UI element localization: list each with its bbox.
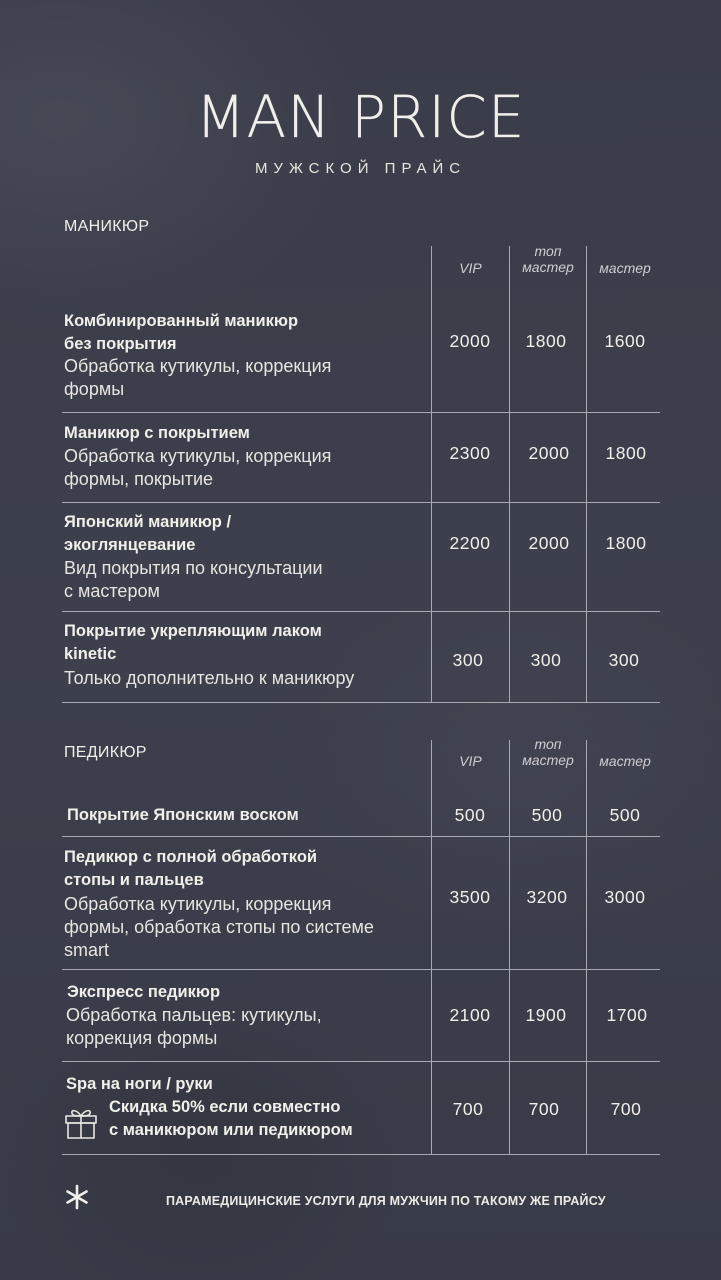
price-vip: 500 xyxy=(454,805,486,825)
service-title: Маникюр с покрытием xyxy=(64,424,250,442)
row-divider xyxy=(62,412,660,413)
price-master: 1800 xyxy=(605,533,647,553)
service-title: Spa на ноги / руки xyxy=(66,1075,213,1093)
price-vip: 2000 xyxy=(449,331,491,351)
section-title-pedicure: ПЕДИКЮР xyxy=(64,744,147,761)
brand-subtitle: МУЖСКОЙ ПРАЙС xyxy=(254,160,467,177)
row-divider xyxy=(62,702,660,703)
price-top-master: 700 xyxy=(528,1099,560,1119)
price-top-master: 3200 xyxy=(526,887,568,907)
promo-text: Скидка 50% если совместно с маникюром или педикюром xyxy=(109,1098,353,1139)
column-header-master: мастер xyxy=(599,260,651,276)
price-top-master: 2000 xyxy=(528,443,570,463)
service-description: Обработка пальцев: кутикулы, коррекция формы xyxy=(66,1005,322,1048)
service-title: Японский маникюр / экоглянцевание xyxy=(64,513,232,554)
price-top-master: 1800 xyxy=(525,331,567,351)
price-master: 1700 xyxy=(606,1005,648,1025)
column-divider xyxy=(509,740,510,1154)
price-vip: 3500 xyxy=(449,887,491,907)
row-divider xyxy=(62,836,660,837)
price-top-master: 300 xyxy=(530,650,562,670)
service-description: Обработка кутикулы, коррекция формы, обработка стопы по системе smart xyxy=(64,894,374,960)
column-divider xyxy=(509,246,510,702)
column-header-vip: VIP xyxy=(459,260,482,276)
price-master: 3000 xyxy=(604,887,646,907)
service-title: Покрытие укрепляющим лаком kinetic xyxy=(64,622,322,663)
column-divider xyxy=(431,246,432,702)
price-top-master: 2000 xyxy=(528,533,570,553)
price-vip: 2200 xyxy=(449,533,491,553)
service-title: Комбинированный маникюр без покрытия xyxy=(64,312,299,353)
service-description: Вид покрытия по консультации с мастером xyxy=(64,558,323,601)
column-divider xyxy=(431,740,432,1154)
column-divider xyxy=(586,740,587,1154)
service-title: Экспресс педикюр xyxy=(67,983,221,1001)
price-master: 700 xyxy=(610,1099,642,1119)
price-master: 300 xyxy=(608,650,640,670)
service-title: Педикюр с полной обработкой стопы и пальцев xyxy=(64,848,318,889)
row-divider xyxy=(62,1154,660,1155)
price-vip: 300 xyxy=(452,650,484,670)
price-master: 500 xyxy=(609,805,641,825)
price-vip: 2300 xyxy=(449,443,491,463)
brand-title: MAN PRICE xyxy=(195,83,526,151)
service-title: Покрытие Японским воском xyxy=(67,806,299,824)
column-header-top-master: топ мастер xyxy=(522,243,574,275)
service-description: Обработка кутикулы, коррекция формы, покрытие xyxy=(64,446,332,489)
service-description: Только дополнительно к маникюру xyxy=(64,668,355,688)
row-divider xyxy=(62,611,660,612)
service-description: Обработка кутикулы, коррекция формы xyxy=(64,356,332,399)
column-divider xyxy=(586,246,587,702)
asterisk-icon xyxy=(64,1184,90,1210)
price-vip: 700 xyxy=(452,1099,484,1119)
price-master: 1800 xyxy=(605,443,647,463)
gift-icon xyxy=(64,1104,98,1140)
column-header-top-master: топ мастер xyxy=(522,736,574,768)
column-header-master: мастер xyxy=(599,753,651,769)
price-top-master: 1900 xyxy=(525,1005,567,1025)
row-divider xyxy=(62,969,660,970)
section-title-manicure: МАНИКЮР xyxy=(64,218,150,235)
price-top-master: 500 xyxy=(531,805,563,825)
row-divider xyxy=(62,502,660,503)
row-divider xyxy=(62,1061,660,1062)
price-master: 1600 xyxy=(604,331,646,351)
price-vip: 2100 xyxy=(449,1005,491,1025)
column-header-vip: VIP xyxy=(459,753,482,769)
footer-note: ПАРАМЕДИЦИНСКИЕ УСЛУГИ ДЛЯ МУЖЧИН ПО ТАКОМУ ЖЕ ПРАЙСУ xyxy=(166,1194,606,1208)
